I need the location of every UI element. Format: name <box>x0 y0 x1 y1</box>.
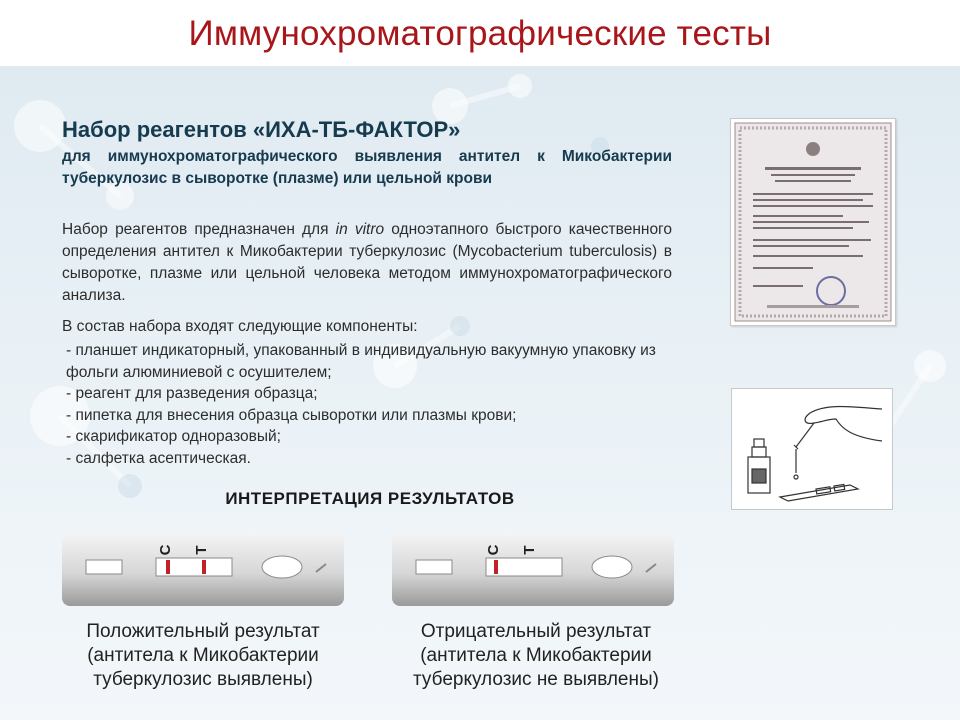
components-list <box>66 340 674 469</box>
test-strip-positive <box>60 532 346 608</box>
test-strip-positive-drawing <box>60 532 346 608</box>
positive-caption <box>50 620 356 692</box>
negative-caption <box>378 620 694 692</box>
strip-label-t: T <box>521 545 538 555</box>
list-item: - салфетка асептическая. <box>66 449 251 467</box>
strip-label-c: C <box>157 544 174 556</box>
pipette-drop-icon <box>732 389 892 509</box>
page-title: Иммунохроматографические тесты <box>188 14 772 53</box>
strip-label-c: C <box>485 544 502 556</box>
negative-caption-line: Отрицательный результат <box>420 621 652 642</box>
list-item: - планшет индикаторный, упакованный в индивидуальную вакуумную упаковку из фольги алюминиевой с осушителем; <box>66 342 656 381</box>
positive-caption-line: туберкулозис выявлены) <box>93 669 313 690</box>
negative-caption-line: (антитела к Микобактерии <box>420 645 652 666</box>
test-strip-negative <box>390 532 676 608</box>
certificate-icon <box>731 119 895 325</box>
kit-subheading: для иммунохроматографического выявления антител к Микобактерии туберкулозис в сыворотке (плазме) или цельной крови <box>62 148 672 187</box>
description-text-2: одноэтапного быстрого качественного определения антител к Микобактерии туберкулозис (Mycobacterium tuberculosis) в сыворотке, плазме или цельной человека методом иммунохроматографического анализа. <box>62 221 672 304</box>
components-title: В состав набора входят следующие компоненты: <box>62 318 418 335</box>
procedure-illustration <box>731 388 893 510</box>
list-item: - реагент для разведения образца; <box>66 385 318 402</box>
interpretation-heading: ИНТЕРПРЕТАЦИЯ РЕЗУЛЬТАТОВ <box>225 489 515 508</box>
description-italic: in vitro <box>335 221 385 238</box>
strip-label-t: T <box>193 545 210 555</box>
negative-caption-line: туберкулозис не выявлены) <box>413 669 659 690</box>
description-text-1: Набор реагентов предназначен для <box>62 221 336 238</box>
kit-description <box>62 219 672 307</box>
positive-caption-line: Положительный результат <box>86 621 320 642</box>
test-strip-negative-drawing <box>390 532 676 608</box>
list-item: - пипетка для внесения образца сыворотки или плазмы крови; <box>66 406 517 424</box>
list-item: - скарификатор одноразовый; <box>66 428 281 445</box>
certificate-image <box>730 118 896 326</box>
positive-caption-line: (антитела к Микобактерии <box>87 645 319 666</box>
kit-heading: Набор реагентов «ИХА-ТБ-ФАКТОР» <box>62 117 461 142</box>
